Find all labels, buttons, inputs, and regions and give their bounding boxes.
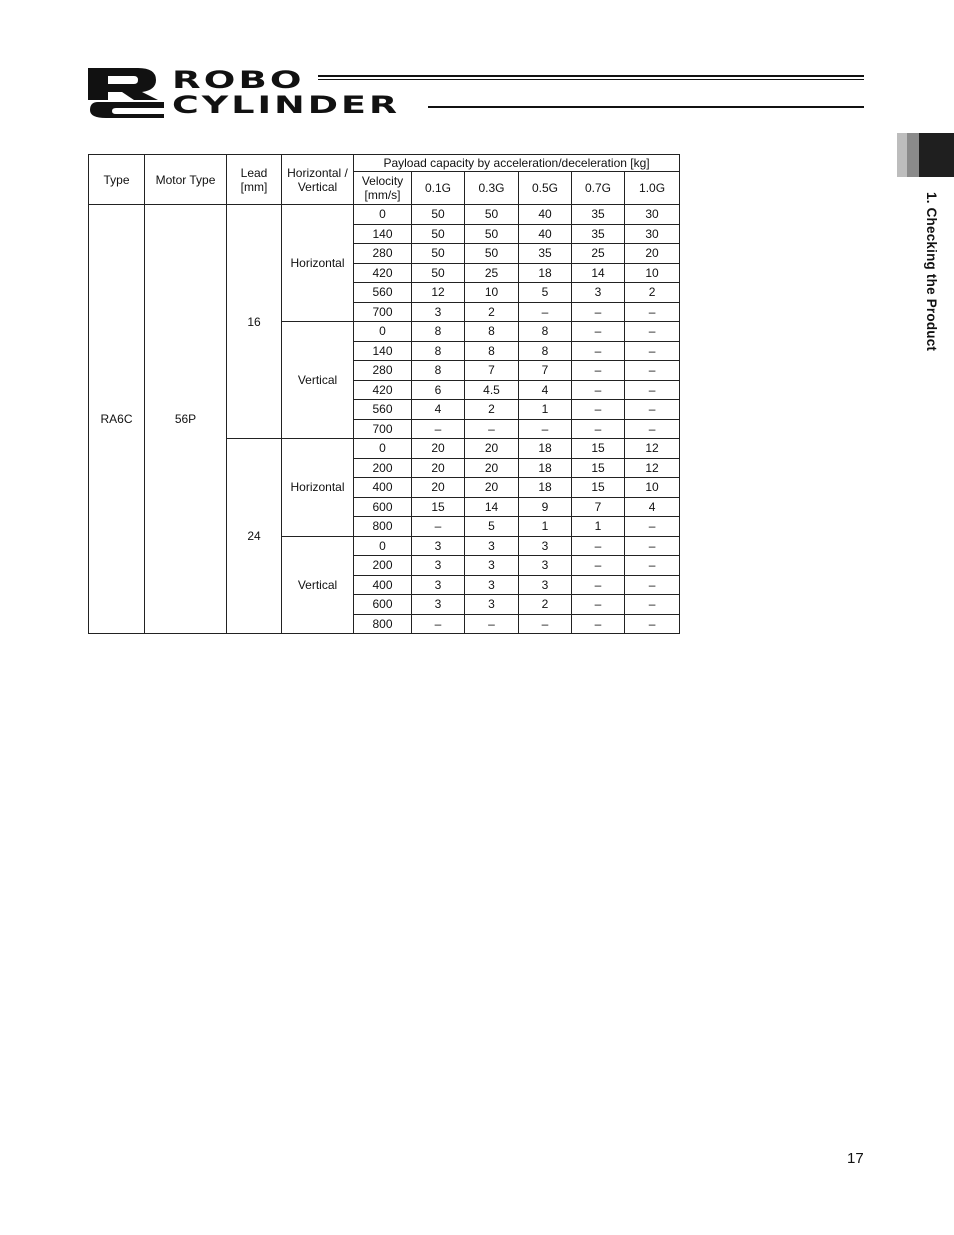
cell-payload: 3 <box>412 575 465 595</box>
chapter-label: 1. Checking the Product <box>924 192 939 352</box>
side-tab-marker <box>897 133 907 177</box>
cell-payload: – <box>625 556 680 576</box>
logo-word-cylinder: CYLINDER <box>172 91 401 119</box>
cell-payload: 20 <box>465 439 519 459</box>
cell-payload: 12 <box>412 283 465 303</box>
cell-payload: 7 <box>465 361 519 381</box>
cell-payload: – <box>412 614 465 634</box>
cell-payload: 3 <box>412 556 465 576</box>
header-motor-type: Motor Type <box>145 155 227 205</box>
cell-payload: 50 <box>412 205 465 225</box>
cell-payload: 3 <box>465 575 519 595</box>
cell-payload: 1 <box>519 400 572 420</box>
cell-payload: 1 <box>519 517 572 537</box>
cell-velocity: 0 <box>354 322 412 342</box>
cell-payload: – <box>465 614 519 634</box>
cell-payload: 8 <box>412 322 465 342</box>
cell-payload: – <box>625 380 680 400</box>
cell-payload: – <box>625 614 680 634</box>
header-accel: 0.7G <box>572 172 625 205</box>
cell-payload: 50 <box>412 224 465 244</box>
side-tab-marker <box>907 133 919 177</box>
side-tab-marker <box>919 133 954 177</box>
cell-velocity: 140 <box>354 341 412 361</box>
cell-payload: 18 <box>519 458 572 478</box>
cell-payload: 3 <box>412 536 465 556</box>
cell-payload: – <box>412 517 465 537</box>
cell-payload: – <box>519 614 572 634</box>
cell-payload: 8 <box>412 361 465 381</box>
cell-velocity: 0 <box>354 205 412 225</box>
header-accel: 0.5G <box>519 172 572 205</box>
cell-payload: 3 <box>519 536 572 556</box>
cell-payload: 20 <box>412 439 465 459</box>
cell-payload: – <box>625 322 680 342</box>
cell-payload: 50 <box>412 263 465 283</box>
cell-payload: 40 <box>519 224 572 244</box>
cell-payload: 6 <box>412 380 465 400</box>
cell-payload: 2 <box>519 595 572 615</box>
cell-payload: – <box>572 614 625 634</box>
cell-payload: 15 <box>572 458 625 478</box>
cell-orientation: Vertical <box>282 322 354 439</box>
cell-payload: 20 <box>465 458 519 478</box>
cell-payload: 10 <box>465 283 519 303</box>
cell-payload: 3 <box>519 575 572 595</box>
cell-payload: 50 <box>465 244 519 264</box>
cell-payload: 20 <box>625 244 680 264</box>
cell-velocity: 200 <box>354 556 412 576</box>
cell-payload: 5 <box>519 283 572 303</box>
cell-payload: 3 <box>519 556 572 576</box>
cell-payload: 12 <box>625 439 680 459</box>
cell-payload: 3 <box>412 595 465 615</box>
header-accel: 0.3G <box>465 172 519 205</box>
cell-payload: 15 <box>572 478 625 498</box>
cell-payload: 8 <box>519 341 572 361</box>
cell-payload: – <box>519 419 572 439</box>
header-orientation: Horizontal / Vertical <box>282 155 354 205</box>
cell-motor-type: 56P <box>145 205 227 634</box>
cell-payload: – <box>412 419 465 439</box>
cell-payload: 25 <box>465 263 519 283</box>
cell-payload: 3 <box>465 595 519 615</box>
cell-velocity: 0 <box>354 439 412 459</box>
cell-payload: 20 <box>412 478 465 498</box>
cell-velocity: 560 <box>354 400 412 420</box>
cell-payload: 2 <box>465 302 519 322</box>
cell-velocity: 280 <box>354 244 412 264</box>
payload-table <box>88 154 680 634</box>
cell-payload: 18 <box>519 263 572 283</box>
cell-payload: 50 <box>465 205 519 225</box>
cell-payload: 18 <box>519 478 572 498</box>
cell-payload: 1 <box>572 517 625 537</box>
cell-payload: 50 <box>412 244 465 264</box>
cell-payload: – <box>625 419 680 439</box>
cell-payload: 3 <box>465 536 519 556</box>
cell-payload: 8 <box>412 341 465 361</box>
cell-payload: 12 <box>625 458 680 478</box>
cell-payload: – <box>572 595 625 615</box>
header-type: Type <box>89 155 145 205</box>
cell-type: RA6C <box>89 205 145 634</box>
cell-payload: – <box>572 556 625 576</box>
cell-payload: – <box>572 419 625 439</box>
cell-payload: – <box>625 517 680 537</box>
cell-payload: 18 <box>519 439 572 459</box>
cell-orientation: Horizontal <box>282 205 354 322</box>
cell-payload: 30 <box>625 224 680 244</box>
cell-payload: 4 <box>519 380 572 400</box>
cell-velocity: 280 <box>354 361 412 381</box>
table-row <box>89 205 680 225</box>
header-rule <box>318 75 864 77</box>
page-number: 17 <box>847 1150 864 1167</box>
header-velocity: Velocity [mm/s] <box>354 172 412 205</box>
cell-velocity: 600 <box>354 595 412 615</box>
cell-orientation: Vertical <box>282 536 354 634</box>
cell-payload: 50 <box>465 224 519 244</box>
cell-payload: 7 <box>519 361 572 381</box>
cell-lead: 16 <box>227 205 282 439</box>
cell-velocity: 420 <box>354 263 412 283</box>
cell-payload: 9 <box>519 497 572 517</box>
cell-velocity: 400 <box>354 478 412 498</box>
cell-payload: – <box>572 575 625 595</box>
cell-payload: – <box>572 400 625 420</box>
header-payload-group: Payload capacity by acceleration/deceleration [kg] <box>354 155 680 172</box>
cell-payload: 3 <box>572 283 625 303</box>
cell-velocity: 700 <box>354 419 412 439</box>
cell-payload: – <box>519 302 572 322</box>
cell-payload: – <box>625 595 680 615</box>
cell-payload: 15 <box>412 497 465 517</box>
cell-payload: 4 <box>625 497 680 517</box>
cell-payload: 30 <box>625 205 680 225</box>
table-body <box>89 205 680 634</box>
cell-payload: – <box>572 322 625 342</box>
cell-payload: – <box>625 341 680 361</box>
cell-payload: – <box>572 361 625 381</box>
cell-payload: – <box>572 536 625 556</box>
cell-velocity: 800 <box>354 614 412 634</box>
cell-payload: 15 <box>572 439 625 459</box>
cell-payload: – <box>625 536 680 556</box>
cell-orientation: Horizontal <box>282 439 354 537</box>
cell-payload: 14 <box>465 497 519 517</box>
cell-payload: 8 <box>519 322 572 342</box>
cell-velocity: 560 <box>354 283 412 303</box>
cell-payload: 8 <box>465 341 519 361</box>
cell-lead: 24 <box>227 439 282 634</box>
cell-velocity: 400 <box>354 575 412 595</box>
cell-payload: 40 <box>519 205 572 225</box>
cell-payload: – <box>572 380 625 400</box>
cell-payload: – <box>625 361 680 381</box>
cell-payload: 3 <box>412 302 465 322</box>
cell-payload: 35 <box>572 205 625 225</box>
header-lead: Lead [mm] <box>227 155 282 205</box>
cell-payload: – <box>625 575 680 595</box>
cell-payload: 5 <box>465 517 519 537</box>
cell-velocity: 420 <box>354 380 412 400</box>
header-accel: 0.1G <box>412 172 465 205</box>
cell-payload: 3 <box>465 556 519 576</box>
cell-velocity: 700 <box>354 302 412 322</box>
cell-payload: 7 <box>572 497 625 517</box>
cell-payload: 2 <box>625 283 680 303</box>
cell-payload: 20 <box>465 478 519 498</box>
cell-payload: 8 <box>465 322 519 342</box>
cell-payload: 35 <box>572 224 625 244</box>
cell-velocity: 140 <box>354 224 412 244</box>
cell-velocity: 600 <box>354 497 412 517</box>
cell-payload: 4 <box>412 400 465 420</box>
cell-payload: 20 <box>412 458 465 478</box>
rc-logo-mark-icon <box>86 66 176 120</box>
cell-velocity: 800 <box>354 517 412 537</box>
cell-velocity: 200 <box>354 458 412 478</box>
cell-payload: 14 <box>572 263 625 283</box>
cell-payload: 35 <box>519 244 572 264</box>
header-accel: 1.0G <box>625 172 680 205</box>
cell-payload: 2 <box>465 400 519 420</box>
header-rule <box>428 106 864 108</box>
cell-payload: – <box>572 302 625 322</box>
cell-payload: 4.5 <box>465 380 519 400</box>
cell-velocity: 0 <box>354 536 412 556</box>
header-rule <box>318 79 864 80</box>
cell-payload: – <box>625 400 680 420</box>
cell-payload: 10 <box>625 478 680 498</box>
logo-word-robo: ROBO <box>172 66 305 94</box>
cell-payload: – <box>465 419 519 439</box>
cell-payload: – <box>572 341 625 361</box>
cell-payload: 10 <box>625 263 680 283</box>
cell-payload: 25 <box>572 244 625 264</box>
cell-payload: – <box>625 302 680 322</box>
